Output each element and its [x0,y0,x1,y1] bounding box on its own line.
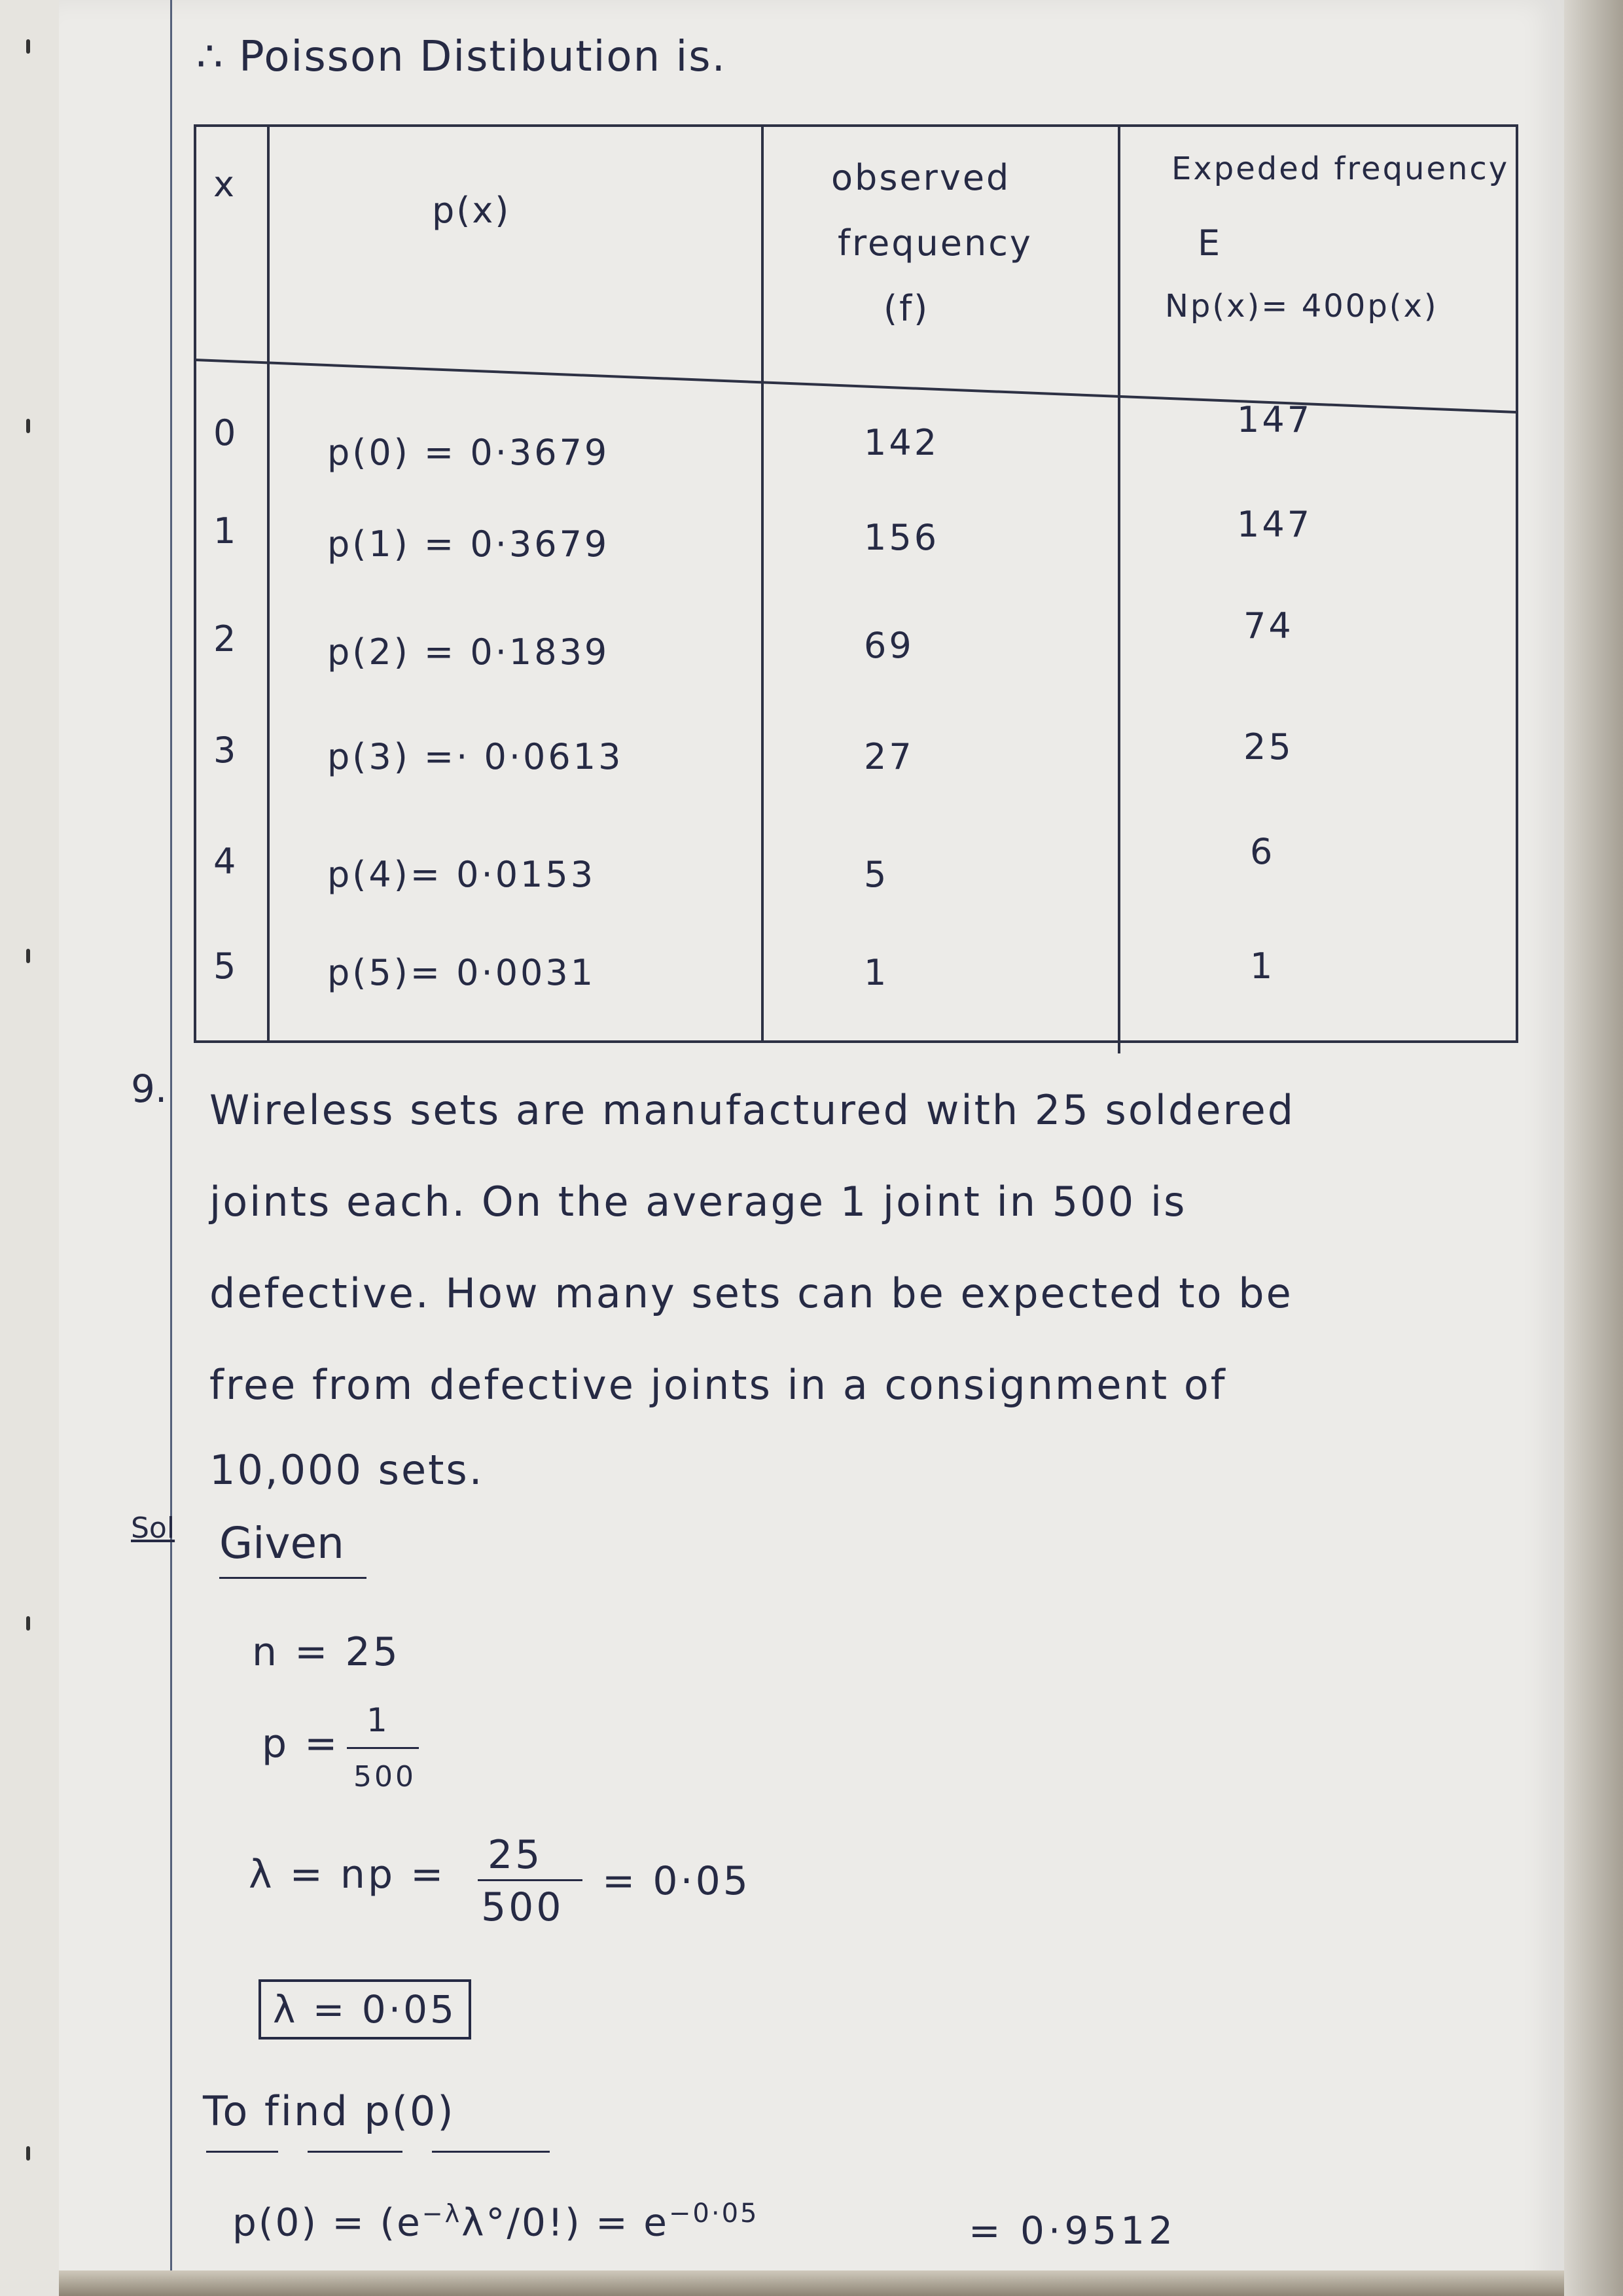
lambda-denominator: 500 [481,1884,564,1930]
binding-hole [26,419,30,433]
to-find-heading: To find p(0) [203,2087,455,2135]
cell-f: 1 [864,952,889,993]
header-expected-2: E [1198,222,1222,264]
question-line: defective. How many sets can be expected to be [209,1269,1293,1317]
cell-x: 0 [213,412,239,453]
binding-strip [0,0,59,2296]
p-denominator: 500 [353,1760,416,1793]
cell-e: 6 [1250,831,1275,872]
page-edge [1564,0,1623,2296]
binding-hole [26,2146,30,2161]
lambda-numerator: 25 [488,1832,543,1878]
cell-e: 147 [1237,504,1313,545]
page-edge-bottom [59,2270,1564,2296]
distribution-table [190,124,1525,1053]
cell-x: 2 [213,618,239,660]
binding-hole [26,39,30,54]
p-numerator: 1 [366,1701,390,1739]
p-fraction-bar [347,1747,419,1749]
question-line: Wireless sets are manufactured with 25 soldered [209,1086,1296,1134]
cell-e: 147 [1237,399,1313,440]
header-observed-2: frequency [838,222,1033,264]
margin-line [170,0,172,2296]
question-number: 9. [131,1067,168,1111]
p0-exponent-2: −0·05 [668,2199,759,2229]
lambda-lhs: λ = np = [249,1852,446,1898]
given-heading: Given [219,1518,344,1568]
question-line: free from defective joints in a consignment of [209,1361,1227,1409]
p-lhs: p = [262,1721,340,1767]
cell-f: 142 [864,422,940,463]
header-px: p(x) [432,190,511,231]
lambda-fraction-bar [478,1879,582,1881]
header-expected-3: Np(x)= 400p(x) [1165,288,1438,325]
underline [206,2151,278,2153]
p0-formula-start: p(0) = (e [232,2200,422,2245]
cell-px: p(1) = 0·3679 [327,523,610,565]
boxed-lambda: λ = 0·05 [259,1979,471,2040]
given-underline [219,1577,366,1579]
header-expected: Expeded frequency [1171,150,1510,187]
cell-x: 5 [213,945,239,987]
cell-px: p(2) = 0·1839 [327,631,610,673]
header-x: x [213,164,236,205]
p0-result: = 0·9512 [969,2208,1177,2253]
p0-formula [232,2199,758,2244]
heading: ∴ Poisson Distibution is. [196,33,726,81]
cell-f: 5 [864,854,889,895]
n-value: n = 25 [252,1629,401,1675]
p0-exponent: −λ [421,2199,462,2228]
cell-px: p(5)= 0·0031 [327,952,596,993]
cell-x: 3 [213,730,239,771]
header-observed: observed [831,157,1011,198]
cell-f: 156 [864,517,940,558]
cell-e: 1 [1250,945,1275,987]
cell-f: 27 [864,736,914,777]
cell-px: p(4)= 0·0153 [327,854,596,895]
table-grid [190,124,1525,1053]
cell-px: p(3) =· 0·0613 [327,736,624,777]
header-observed-3: (f) [883,288,930,329]
question-line: 10,000 sets. [209,1446,484,1494]
cell-x: 4 [213,841,239,882]
underline [432,2151,550,2153]
binding-hole [26,1616,30,1631]
cell-f: 69 [864,625,914,666]
question-line: joints each. On the average 1 joint in 500 is [209,1178,1187,1226]
solution-label: Sol [131,1511,175,1545]
cell-e: 25 [1243,726,1294,768]
cell-x: 1 [213,510,239,552]
lambda-result: = 0·05 [602,1858,751,1904]
p0-formula-mid: λ°/0!) = e [461,2200,669,2245]
cell-e: 74 [1243,605,1294,646]
cell-px: p(0) = 0·3679 [327,432,610,473]
binding-hole [26,949,30,963]
underline [308,2151,402,2153]
